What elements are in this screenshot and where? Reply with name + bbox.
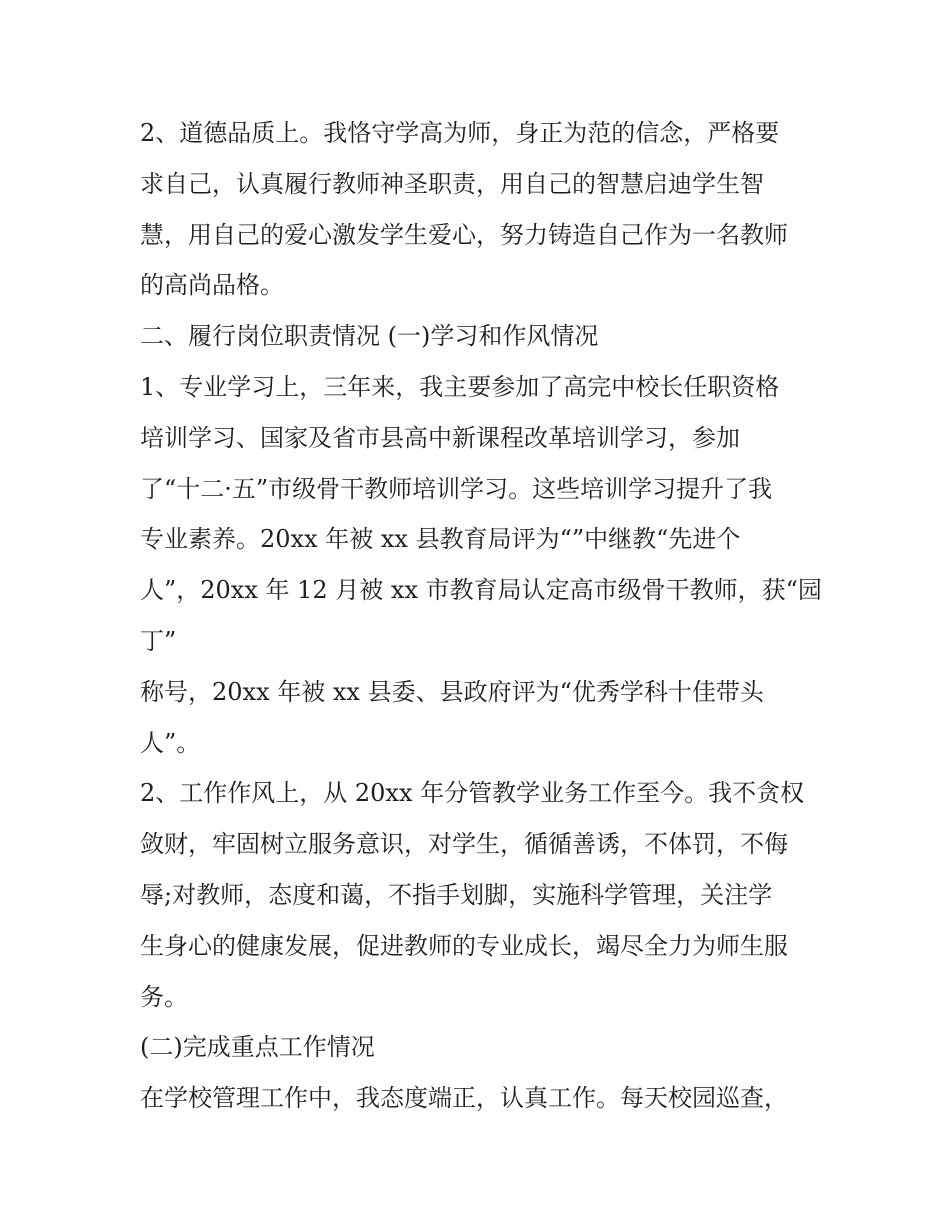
text-line: 求自己，认真履行教师神圣职责，用自己的智慧启迪学生智 <box>140 169 764 198</box>
document-body <box>140 108 820 1124</box>
text-line: 的高尚品格。 <box>140 271 284 300</box>
text-line: 人”。 <box>140 728 201 757</box>
section-heading: (二)完成重点工作情况 <box>140 1033 375 1062</box>
text-line: 在学校管理工作中，我态度端正，认真工作。每天校园巡查， <box>140 1084 788 1113</box>
text-line: 丁” <box>140 626 177 655</box>
text-line: 2、道德品质上。我恪守学高为师，身正为范的信念，严格要 <box>140 119 780 147</box>
text-line: 1、专业学习上，三年来，我主要参加了高完中校长任职资格 <box>140 372 780 401</box>
text-line: 生身心的健康发展，促进教师的专业成长，竭尽全力为师生服 <box>140 931 788 960</box>
text-line: 慧，用自己的爱心激发学生爱心，努力铸造自己作为一名教师 <box>140 220 788 249</box>
text-line: 培训学习、国家及省市县高中新课程改革培训学习，参加 <box>140 423 740 452</box>
section-heading: 二、履行岗位职责情况 (一)学习和作风情况 <box>140 322 599 351</box>
text-line: 2、工作作风上，从 20xx 年分管教学业务工作至今。我不贪权 <box>140 779 805 808</box>
text-line: 务。 <box>140 982 188 1011</box>
text-line: 了“十二·五”市级骨干教师培训学习。这些培训学习提升了我 <box>140 474 773 503</box>
text-line: 称号，20xx 年被 xx 县委、县政府评为“优秀学科十佳带头 <box>140 677 764 706</box>
text-line: 辱;对教师，态度和蔼，不指手划脚，实施科学管理，关注学 <box>140 880 773 909</box>
text-line: 敛财，牢固树立服务意识，对学生，循循善诱，不体罚，不侮 <box>140 830 788 859</box>
text-line: 人”，20xx 年 12 月被 xx 市教育局认定高市级骨干教师，获“园 <box>140 576 822 605</box>
text-line: 专业素养。20xx 年被 xx 县教育局评为“”中继教“先进个 <box>140 525 741 554</box>
